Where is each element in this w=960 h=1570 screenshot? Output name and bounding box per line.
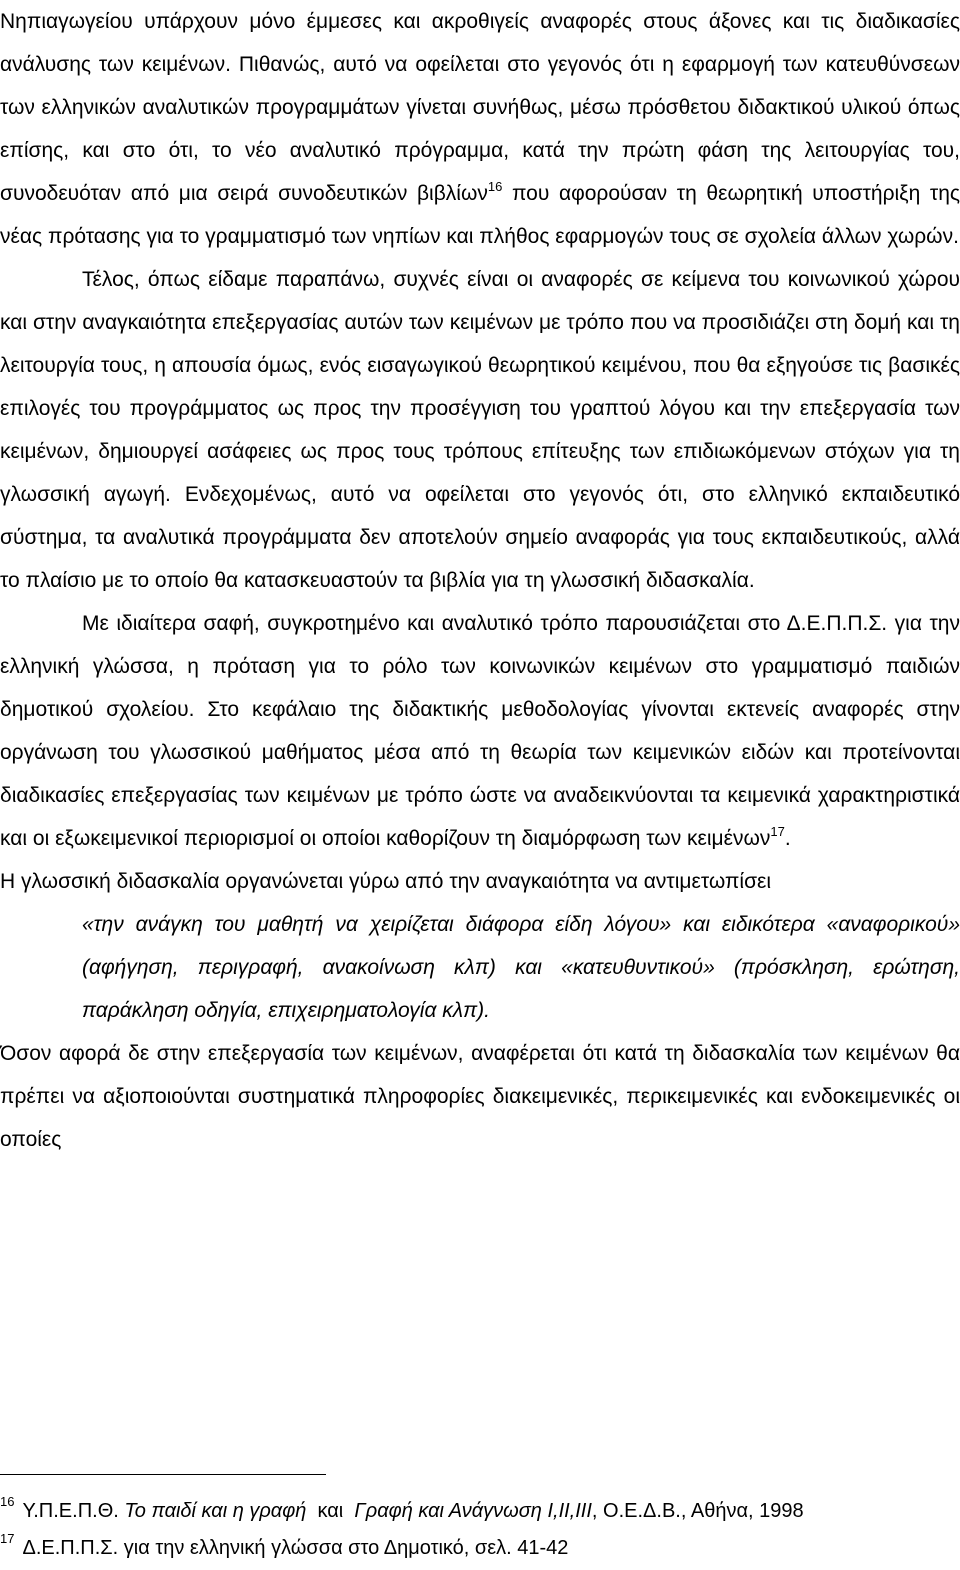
paragraph-1-tail: που αφορούσαν τη θεωρητική υποστήριξη της νέας πρότασης για το γραμματισμό των νηπίων και πλήθος εφαρμογών τους σε σχολεία άλλων χωρών. [0, 182, 960, 248]
paragraph-2: Τέλος, όπως είδαμε παραπάνω, συχνές είναι οι αναφορές σε κείμενα του κοινωνικού χώρου και στην αναγκαιότητα επεξεργασίας αυτών των κειμένων με τρόπο που να προσιδιάζει στη δομή και τη λειτουργία τους, η απουσία όμως, ενός εισαγωγικού θεωρητικού κειμένου, που θα εξηγούσε τις βασικές επιλογές του προγράμματος ως προς την προσέγγιση του γραπτού λόγου και την επεξεργασία των κειμένων, δημιουργεί ασάφειες ως προς τους τρόπους επίτευξης των επιδιωκόμενων στόχων για τη γλωσσική αγωγή. Ενδεχομένως, αυτό να οφείλεται στο γεγονός ότι, στο ελληνικό εκπαιδευτικό σύστημα, τα αναλυτικά προγράμματα δεν αποτελούν σημείο αναφοράς για τους εκπαιδευτικούς, αλλά το πλαίσιο με το οποίο θα κατασκευαστούν τα βιβλία για τη γλωσσική διδασκαλία. [0, 268, 960, 592]
footnote-text: Δ.Ε.Π.Π.Σ. για την ελληνική γλώσσα στο Δημοτικό, σελ. 41-42 [22, 1537, 569, 1559]
footnote-16 [0, 1493, 960, 1530]
paragraph-4: Η γλωσσική διδασκαλία οργανώνεται γύρω από την αναγκαιότητα να αντιμετωπίσει [0, 870, 772, 893]
footnote-17 [0, 1530, 960, 1567]
footnote-ref-17[interactable]: 17 [770, 824, 785, 839]
footnote-ref-16[interactable]: 16 [487, 179, 503, 194]
paragraph-3-tail: . [784, 827, 791, 850]
footnote-separator [0, 1474, 326, 1475]
footnote-text: και [306, 1500, 355, 1522]
paragraph-5: Όσον αφορά δε στην επεξεργασία των κειμένων, αναφέρεται ότι κατά τη διδασκαλία των κειμένων θα πρέπει να αξιοποιούνται συστηματικά πληροφορίες διακειμενικές, περικειμενικές και ενδοκειμενικές οι οποίες [0, 1042, 960, 1151]
footnote-number: 17 [0, 1531, 15, 1546]
footnote-book-title: Γραφή και Ανάγνωση Ι,ΙΙ,ΙΙΙ [354, 1500, 592, 1522]
footnote-number: 16 [0, 1494, 15, 1509]
footnote-text: Υ.Π.Ε.Π.Θ. [22, 1500, 125, 1522]
paragraph-3-text: Με ιδιαίτερα σαφή, συγκροτημένο και αναλυτικό τρόπο παρουσιάζεται στο Δ.Ε.Π.Π.Σ. για την ελληνική γλώσσα, η πρόταση για το ρόλο των κοινωνικών κειμένων στο γραμματισμό παιδιών δημοτικού σχολείου. Στο κεφάλαιο της διδακτικής μεθοδολογίας γίνονται εκτενείς αναφορές στην οργάνωση του γλωσσικού μαθήματος μέσα από τη θεωρία των κειμενικών ειδών και προτείνονται διαδικασίες επεξεργασίας των κειμένων με τρόπο ώστε να αναδεικνύονται τα κειμενικά χαρακτηριστικά και οι εξωκειμενικοί περιορισμοί οι οποίοι καθορίζουν τη διαμόρφωση των κειμένων [0, 612, 960, 850]
paragraph-1-text: Νηπιαγωγείου υπάρχουν μόνο έμμεσες και ακροθιγείς αναφορές στους άξονες και τις διαδικασίες ανάλυσης των κειμένων. Πιθανώς, αυτό να οφείλεται στο γεγονός ότι η εφαρμογή των κατευθύνσεων των ελληνικών αναλυτικών προγραμμάτων γίνεται συνήθως, μέσω πρόσθετου διδακτικού υλικού όπως επίσης, και στο ότι, το νέο αναλυτικό πρόγραμμα, κατά την πρώτη φάση της λειτουργίας του, συνοδευόταν από μια σειρά συνοδευτικών βιβλίων [0, 10, 960, 205]
footnote-book-title: Το παιδί και η γραφή [124, 1500, 307, 1522]
block-quote: «την ανάγκη του μαθητή να χειρίζεται διάφορα είδη λόγου» και ειδικότερα «αναφορικού» (αφήγηση, περιγραφή, ανακοίνωση κλπ) και «κατευθυντικού» (πρόσκληση, ερώτηση, παράκληση οδηγία, επιχειρηματολογία κλπ). [82, 913, 960, 1022]
footnote-text: , Ο.Ε.Δ.Β., Αθήνα, 1998 [591, 1500, 804, 1522]
paragraph-1 [0, 0, 960, 258]
paragraph-3 [0, 602, 960, 860]
footnotes [0, 1493, 960, 1567]
